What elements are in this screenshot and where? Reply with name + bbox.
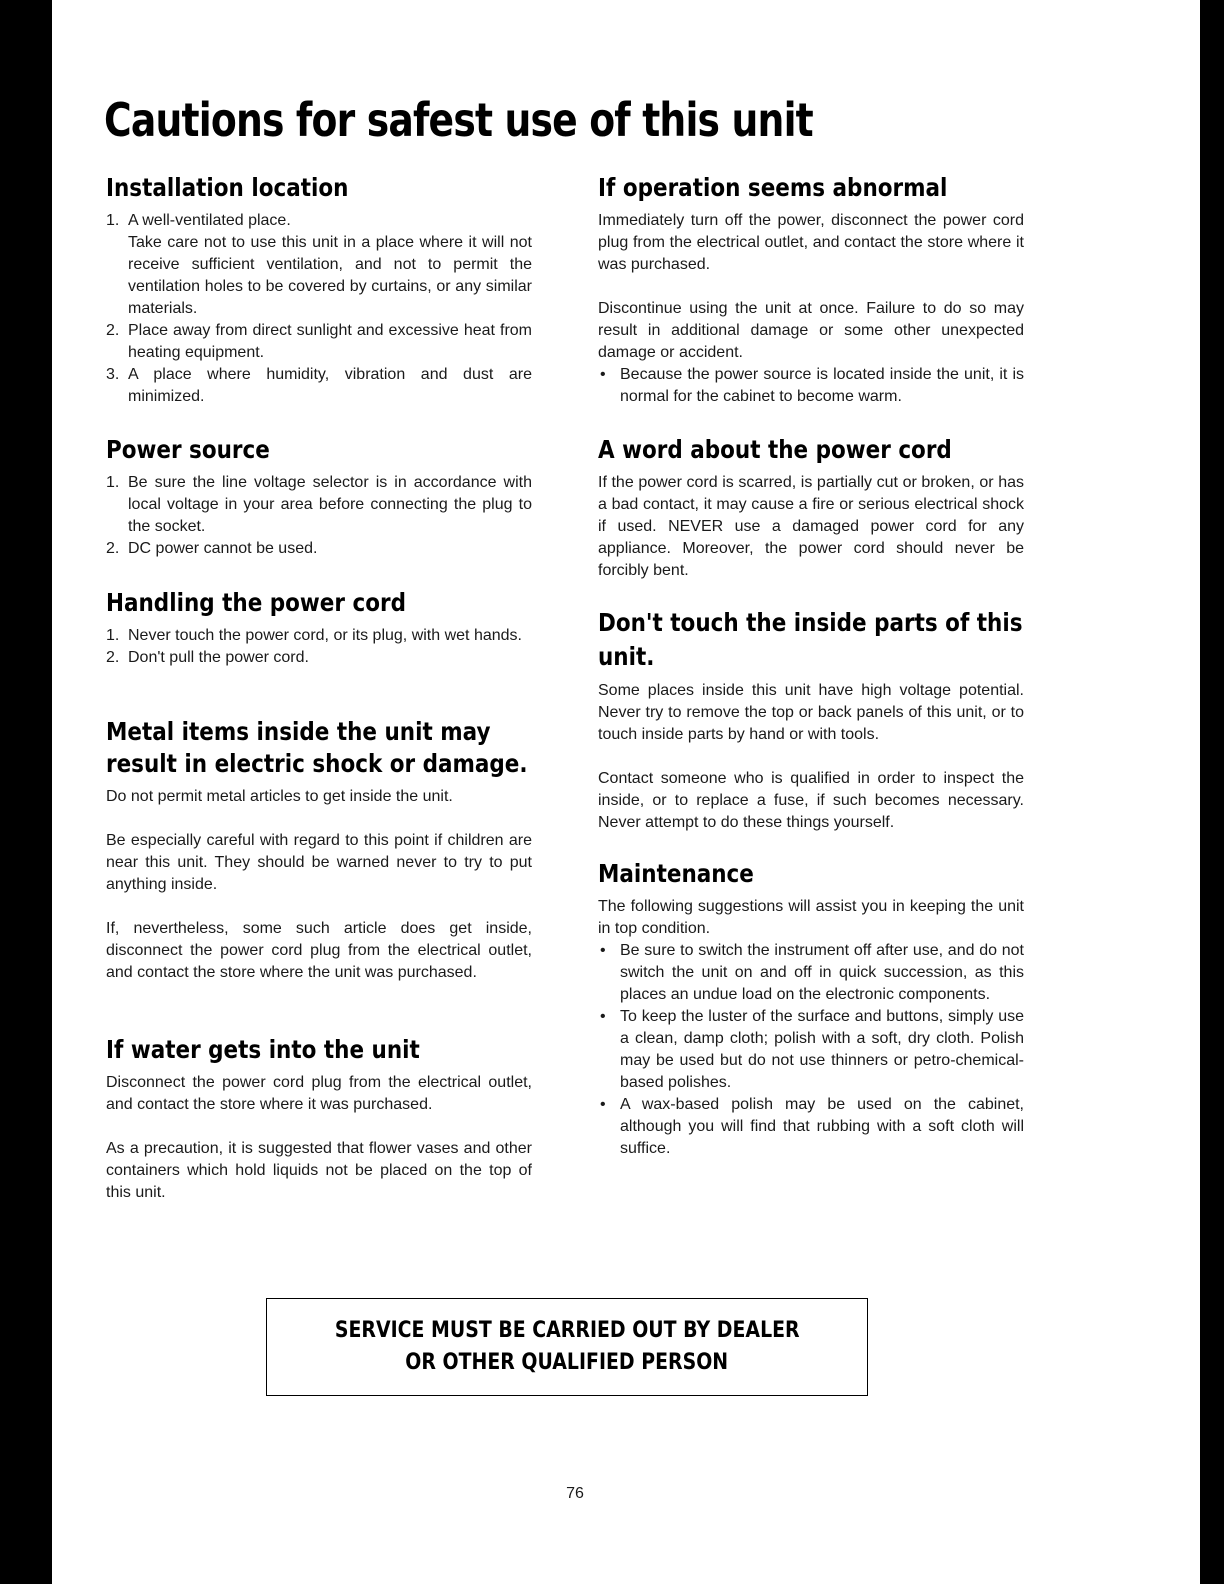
- section-metal-items: [106, 716, 532, 984]
- list-item: [106, 538, 532, 560]
- section-heading: If water gets into the unit: [106, 1035, 420, 1064]
- item-number: 3.: [106, 366, 120, 383]
- bullet-item: • Be sure to switch the instrument off after use, and do not switch the unit on and off in quick succession, as this places an undue load on the electronic components.: [598, 940, 1024, 1006]
- section-heading: [106, 716, 532, 780]
- item-number: 2.: [106, 540, 120, 557]
- scan-border-left: [0, 0, 52, 1584]
- section-heading: [598, 606, 1024, 674]
- page-title: Cautions for safest use of this unit: [104, 93, 813, 147]
- heading-line-1: Don't touch the inside parts of this: [598, 608, 1023, 637]
- section-heading: Handling the power cord: [106, 588, 406, 617]
- list-item: [106, 210, 532, 320]
- item-subtext: Take care not to use this unit in a place where it will not receive sufficient ventilation, and not to permit the ventilation holes to be covered by curtains, or any similar materials.: [128, 234, 532, 317]
- service-notice-box: [266, 1298, 868, 1396]
- item-number: 1.: [106, 627, 120, 644]
- service-notice-line-1: SERVICE MUST BE CARRIED OUT BY DEALER: [334, 1318, 800, 1343]
- item-number: 2.: [106, 649, 120, 666]
- section-maintenance: [598, 858, 1024, 1160]
- heading-line-2: unit.: [598, 642, 655, 671]
- item-number: 1.: [106, 212, 120, 229]
- paragraph: Disconnect the power cord plug from the electrical outlet, and contact the store where it was purchased.: [106, 1074, 532, 1113]
- bullet-item: • To keep the luster of the surface and buttons, simply use a clean, damp cloth; polish with a soft, dry cloth. Polish may be used but do not use thinners or petro-chemical-based polishes.: [598, 1006, 1024, 1094]
- list-item: [106, 364, 532, 408]
- paragraph: Contact someone who is qualified in order to inspect the inside, or to replace a fuse, if such becomes necessary. Never attempt to do these things yourself.: [598, 770, 1024, 831]
- paragraph: If the power cord is scarred, is partially cut or broken, or has a bad contact, it may cause a fire or serious electrical shock if used. NEVER use a damaged power cord for any appliance. Moreover, the power cord should never be forcibly bent.: [598, 474, 1024, 579]
- paragraph: Discontinue using the unit at once. Failure to do so may result in additional damage or some other unexpected damage or accident.: [598, 300, 1024, 361]
- service-notice-line-2: OR OTHER QUALIFIED PERSON: [405, 1350, 729, 1375]
- bullet-item: • A wax-based polish may be used on the cabinet, although you will find that rubbing with a soft cloth will suffice.: [598, 1094, 1024, 1160]
- bullet-item: • Because the power source is located inside the unit, it is normal for the cabinet to become warm.: [598, 364, 1024, 408]
- item-number: 2.: [106, 322, 120, 339]
- section-heading: If operation seems abnormal: [598, 173, 948, 202]
- item-text: Never touch the power cord, or its plug, with wet hands.: [128, 627, 522, 644]
- paragraph: Some places inside this unit have high voltage potential. Never try to remove the top or back panels of this unit, or to touch inside parts by hand or with tools.: [598, 682, 1024, 743]
- item-text: A well-ventilated place.: [128, 212, 291, 229]
- numbered-list: [106, 472, 532, 560]
- section-heading: Maintenance: [598, 859, 754, 888]
- list-item: [106, 320, 532, 364]
- list-item: [106, 625, 532, 647]
- section-operation-abnormal: [598, 172, 1024, 408]
- heading-line-2: result in electric shock or damage.: [106, 749, 528, 778]
- paragraph: Be especially careful with regard to this point if children are near this unit. They should be warned never to try to put anything inside.: [106, 832, 532, 893]
- page-number: 76: [566, 1485, 584, 1502]
- item-text: Don't pull the power cord.: [128, 649, 309, 666]
- paragraph: As a precaution, it is suggested that flower vases and other containers which hold liquids not be placed on the top of this unit.: [106, 1140, 532, 1201]
- section-inside-parts: [598, 606, 1024, 834]
- heading-line-1: Metal items inside the unit may: [106, 717, 491, 746]
- item-text: Be sure the line voltage selector is in accordance with local voltage in your area before connecting the plug to the socket.: [128, 474, 532, 535]
- list-item: [106, 647, 532, 669]
- paragraph: Immediately turn off the power, disconnect the power cord plug from the electrical outlet, and contact the store where it was purchased.: [598, 212, 1024, 273]
- section-handling-power-cord: [106, 587, 532, 669]
- bullet-list: [598, 364, 1024, 408]
- paragraph: If, nevertheless, some such article does get inside, disconnect the power cord plug from the electrical outlet, and contact the store where the unit was purchased.: [106, 920, 532, 981]
- section-water: [106, 1034, 532, 1204]
- numbered-list: [106, 625, 532, 669]
- item-text: Place away from direct sunlight and excessive heat from heating equipment.: [128, 322, 532, 361]
- bullet-list: [598, 940, 1024, 1160]
- section-power-source: [106, 434, 532, 560]
- section-heading: A word about the power cord: [598, 435, 952, 464]
- paragraph: The following suggestions will assist you in keeping the unit in top condition.: [598, 898, 1024, 937]
- item-text: DC power cannot be used.: [128, 540, 318, 557]
- section-installation-location: [106, 172, 532, 408]
- section-heading: Installation location: [106, 173, 349, 202]
- list-item: [106, 472, 532, 538]
- item-text: A place where humidity, vibration and dust are minimized.: [128, 366, 532, 405]
- section-word-power-cord: [598, 434, 1024, 582]
- paragraph: Do not permit metal articles to get inside the unit.: [106, 788, 453, 805]
- section-heading: Power source: [106, 435, 270, 464]
- item-number: 1.: [106, 474, 120, 491]
- scan-border-right: [1200, 0, 1224, 1584]
- numbered-list: [106, 210, 532, 408]
